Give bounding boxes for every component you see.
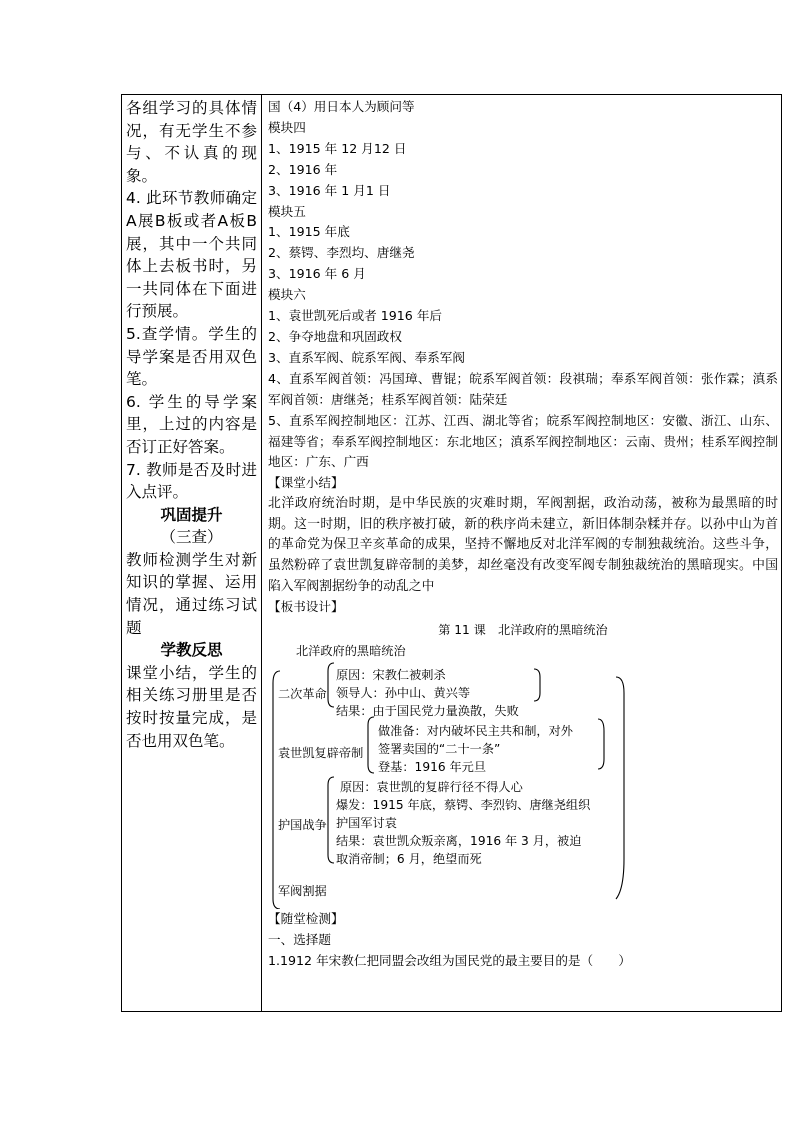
answer-line: 1、袁世凯死后或者 1916 年后 bbox=[268, 308, 443, 324]
board-title: 第 11 课 北洋政府的黑暗统治 bbox=[438, 623, 608, 638]
section-item: 原因：宋教仁被刺杀 bbox=[336, 668, 446, 683]
restoration-right-brace bbox=[598, 719, 604, 769]
outer-right-brace bbox=[616, 677, 624, 899]
answer-line: 3、1916 年 6 月 bbox=[268, 266, 366, 282]
section-item: 结果：袁世凯众叛亲离，1916 年 3 月，被迫 bbox=[336, 834, 582, 849]
column-divider bbox=[261, 95, 262, 1011]
section-item: 签署卖国的“二十一条” bbox=[378, 742, 501, 757]
summary-text: 北洋政府统治时期，是中华民族的灾难时期，军阀割据，政治动荡，被称为最黑暗的时期。这一时期，旧的秩序被打破，新的秩序尚未建立，新旧体制杂糅并存。以孙中山为首的革命党为保卫辛亥革命的成果，坚持不懈地反对北洋军阀的专制独裁统治。这些斗争，虽然粉碎了袁世凯复辟帝制的美梦，却丝毫没有改变军阀专制独裁统治的黑暗现实。中国陷入军阀割据纷争的动乱之中 bbox=[268, 496, 778, 594]
section-label: 袁世凯复辟帝制 bbox=[278, 746, 364, 761]
section-item: 领导人：孙中山、黄兴等 bbox=[336, 686, 471, 701]
section-label: 二次革命 bbox=[278, 687, 327, 702]
left-paragraph: 各组学习的具体情况，有无学生不参与、不认真的现象。 bbox=[126, 99, 257, 185]
outer-left-brace bbox=[273, 671, 280, 909]
section-item: 原因：袁世凯的复辟行径不得人心 bbox=[340, 780, 523, 795]
answer-line: 1、1915 年底 bbox=[268, 224, 350, 240]
left-paragraph: 4. 此环节教师确定A展B板或者A板B展，其中一个共同体上去板书时，另一共同体在下面进行预展。 bbox=[126, 189, 257, 321]
answer-line: 2、蔡锷、李烈均、唐继尧 bbox=[268, 245, 415, 261]
section-item: 做准备：对内破坏民主共和制，对外 bbox=[378, 724, 573, 739]
left-paragraph: 6. 学生的导学案里，上过的内容是否订正好答案。 bbox=[126, 392, 257, 456]
answer-line: 5、直系军阀控制地区：江苏、江西、湖北等省；皖系军阀控制地区：安徽、浙江、山东、福建等省；奉系军阀控制地区：东北地区；滇系军阀控制地区：云南、贵州；桂系军阀控制地区：广东、广西 bbox=[268, 412, 778, 470]
answer-line: 2、争夺地盘和巩固政权 bbox=[268, 328, 402, 344]
lesson-table bbox=[121, 94, 782, 1012]
section-label: 军阀割据 bbox=[278, 884, 327, 899]
restoration-brace bbox=[368, 717, 374, 773]
module-heading: 模块四 bbox=[268, 119, 306, 135]
section-item: 取消帝制；6 月，绝望而死 bbox=[336, 852, 482, 867]
section-label: 护国战争 bbox=[278, 818, 327, 833]
consolidation-subheading: （三查） bbox=[160, 528, 223, 547]
consolidation-heading: 巩固提升 bbox=[160, 505, 223, 524]
answer-line: 4、直系军阀首领：冯国璋、曹锟；皖系军阀首领：段祺瑞；奉系军阀首领：张作霖；滇系军阀首领：唐继尧；桂系军阀首领：陆荣廷 bbox=[268, 370, 778, 407]
section-item: 护国军讨袁 bbox=[336, 816, 397, 831]
answer-line: 国（4）用日本人为顾问等 bbox=[268, 99, 415, 114]
board-design bbox=[268, 619, 778, 909]
revolution-right-brace bbox=[534, 669, 540, 701]
left-paragraph: 5.查学情。学生的导学案是否用双色笔。 bbox=[126, 324, 257, 389]
reflection-heading: 学教反思 bbox=[160, 641, 223, 660]
answer-line: 3、1916 年 1 月1 日 bbox=[268, 182, 391, 198]
answer-line: 1、1915 年 12 月12 日 bbox=[268, 140, 407, 156]
module-heading: 模块六 bbox=[268, 287, 306, 303]
left-paragraph: 7. 教师是否及时进入点评。 bbox=[126, 460, 257, 502]
section-item: 爆发：1915 年底，蔡锷、李烈钧、唐继尧组织 bbox=[336, 798, 591, 813]
protection-brace bbox=[328, 777, 334, 863]
board-heading: 【板书设计】 bbox=[268, 599, 344, 615]
section-item: 结果：由于国民党力量涣散，失败 bbox=[336, 704, 519, 719]
test-section: 一、选择题 bbox=[268, 932, 331, 947]
left-column bbox=[126, 97, 257, 752]
left-paragraph: 课堂小结，学生的相关练习册里是否按时按量完成，是否也用双色笔。 bbox=[126, 663, 257, 750]
answer-line: 3、直系军阀、皖系军阀、奉系军阀 bbox=[268, 349, 465, 365]
board-subtitle: 北洋政府的黑暗统治 bbox=[296, 644, 406, 659]
revolution-brace bbox=[328, 663, 334, 707]
question: 1.1912 年宋教仁把同盟会改组为国民党的最主要目的是（ ） bbox=[268, 952, 631, 968]
module-heading: 模块五 bbox=[268, 203, 306, 219]
left-paragraph: 教师检测学生对新知识的掌握、运用情况，通过练习试题 bbox=[126, 550, 257, 637]
test-heading: 【随堂检测】 bbox=[268, 911, 344, 927]
right-column bbox=[268, 97, 778, 972]
section-item: 登基：1916 年元旦 bbox=[378, 760, 487, 775]
summary-heading: 【课堂小结】 bbox=[268, 475, 344, 491]
answer-line: 2、1916 年 bbox=[268, 161, 338, 177]
